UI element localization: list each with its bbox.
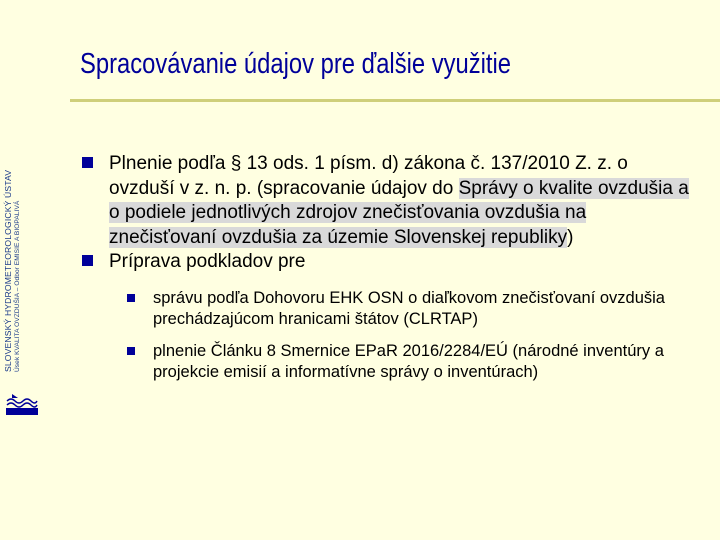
shmu-logo-icon bbox=[4, 392, 40, 418]
list-item bbox=[127, 288, 694, 330]
slide-title: Spracovávanie údajov pre ďalšie využitie bbox=[80, 48, 512, 80]
bullet-text bbox=[109, 152, 694, 250]
sidebar-vertical-text bbox=[4, 170, 21, 372]
sidebar-department: Úsek KVALITA OVZDUŠIA – Odbor EMISIE A BIOPALIVÁ bbox=[13, 200, 21, 372]
bullet-text-before: Plnenie podľa § 13 ods. 1 písm. d) zákona č. 137/2010 Z. z. o ovzduší v z. n. p. (spracovanie údajov do bbox=[109, 153, 628, 199]
sidebar-org-name: SLOVENSKÝ HYDROMETEOROLOGICKÝ ÚSTAV bbox=[3, 169, 13, 372]
bullet-text: Príprava podkladov pre bbox=[109, 251, 306, 272]
report-name-highlight: Správy o kvalite ovzdušia a o podiele jednotlivých zdrojov znečisťovania ovzdušia na znečisťovaní ovzdušia za územie Slovenskej republiky bbox=[109, 177, 689, 248]
bullet-square-icon bbox=[82, 255, 93, 266]
bullet-list bbox=[82, 152, 694, 394]
list-item bbox=[82, 152, 694, 250]
bullet-text-after: ) bbox=[567, 226, 574, 248]
bullet-square-icon bbox=[82, 157, 93, 168]
sub-bullet-square-icon bbox=[127, 347, 135, 355]
sub-bullet-text: správu podľa Dohovoru EHK OSN o diaľkovom znečisťovaní ovzdušia prechádzajúcom hranicami štátov (CLRTAP) bbox=[153, 288, 665, 328]
list-item bbox=[82, 250, 694, 275]
sub-bullet-text: plnenie Článku 8 Smernice EPaR 2016/2284/EÚ (národné inventúry a projekcie emisií a informatívne správy o inventúrach) bbox=[153, 341, 664, 381]
sub-bullet-list bbox=[127, 288, 694, 383]
title-divider bbox=[70, 99, 720, 102]
sub-bullet-square-icon bbox=[127, 294, 135, 302]
list-item bbox=[127, 341, 694, 383]
sidebar bbox=[0, 0, 48, 540]
